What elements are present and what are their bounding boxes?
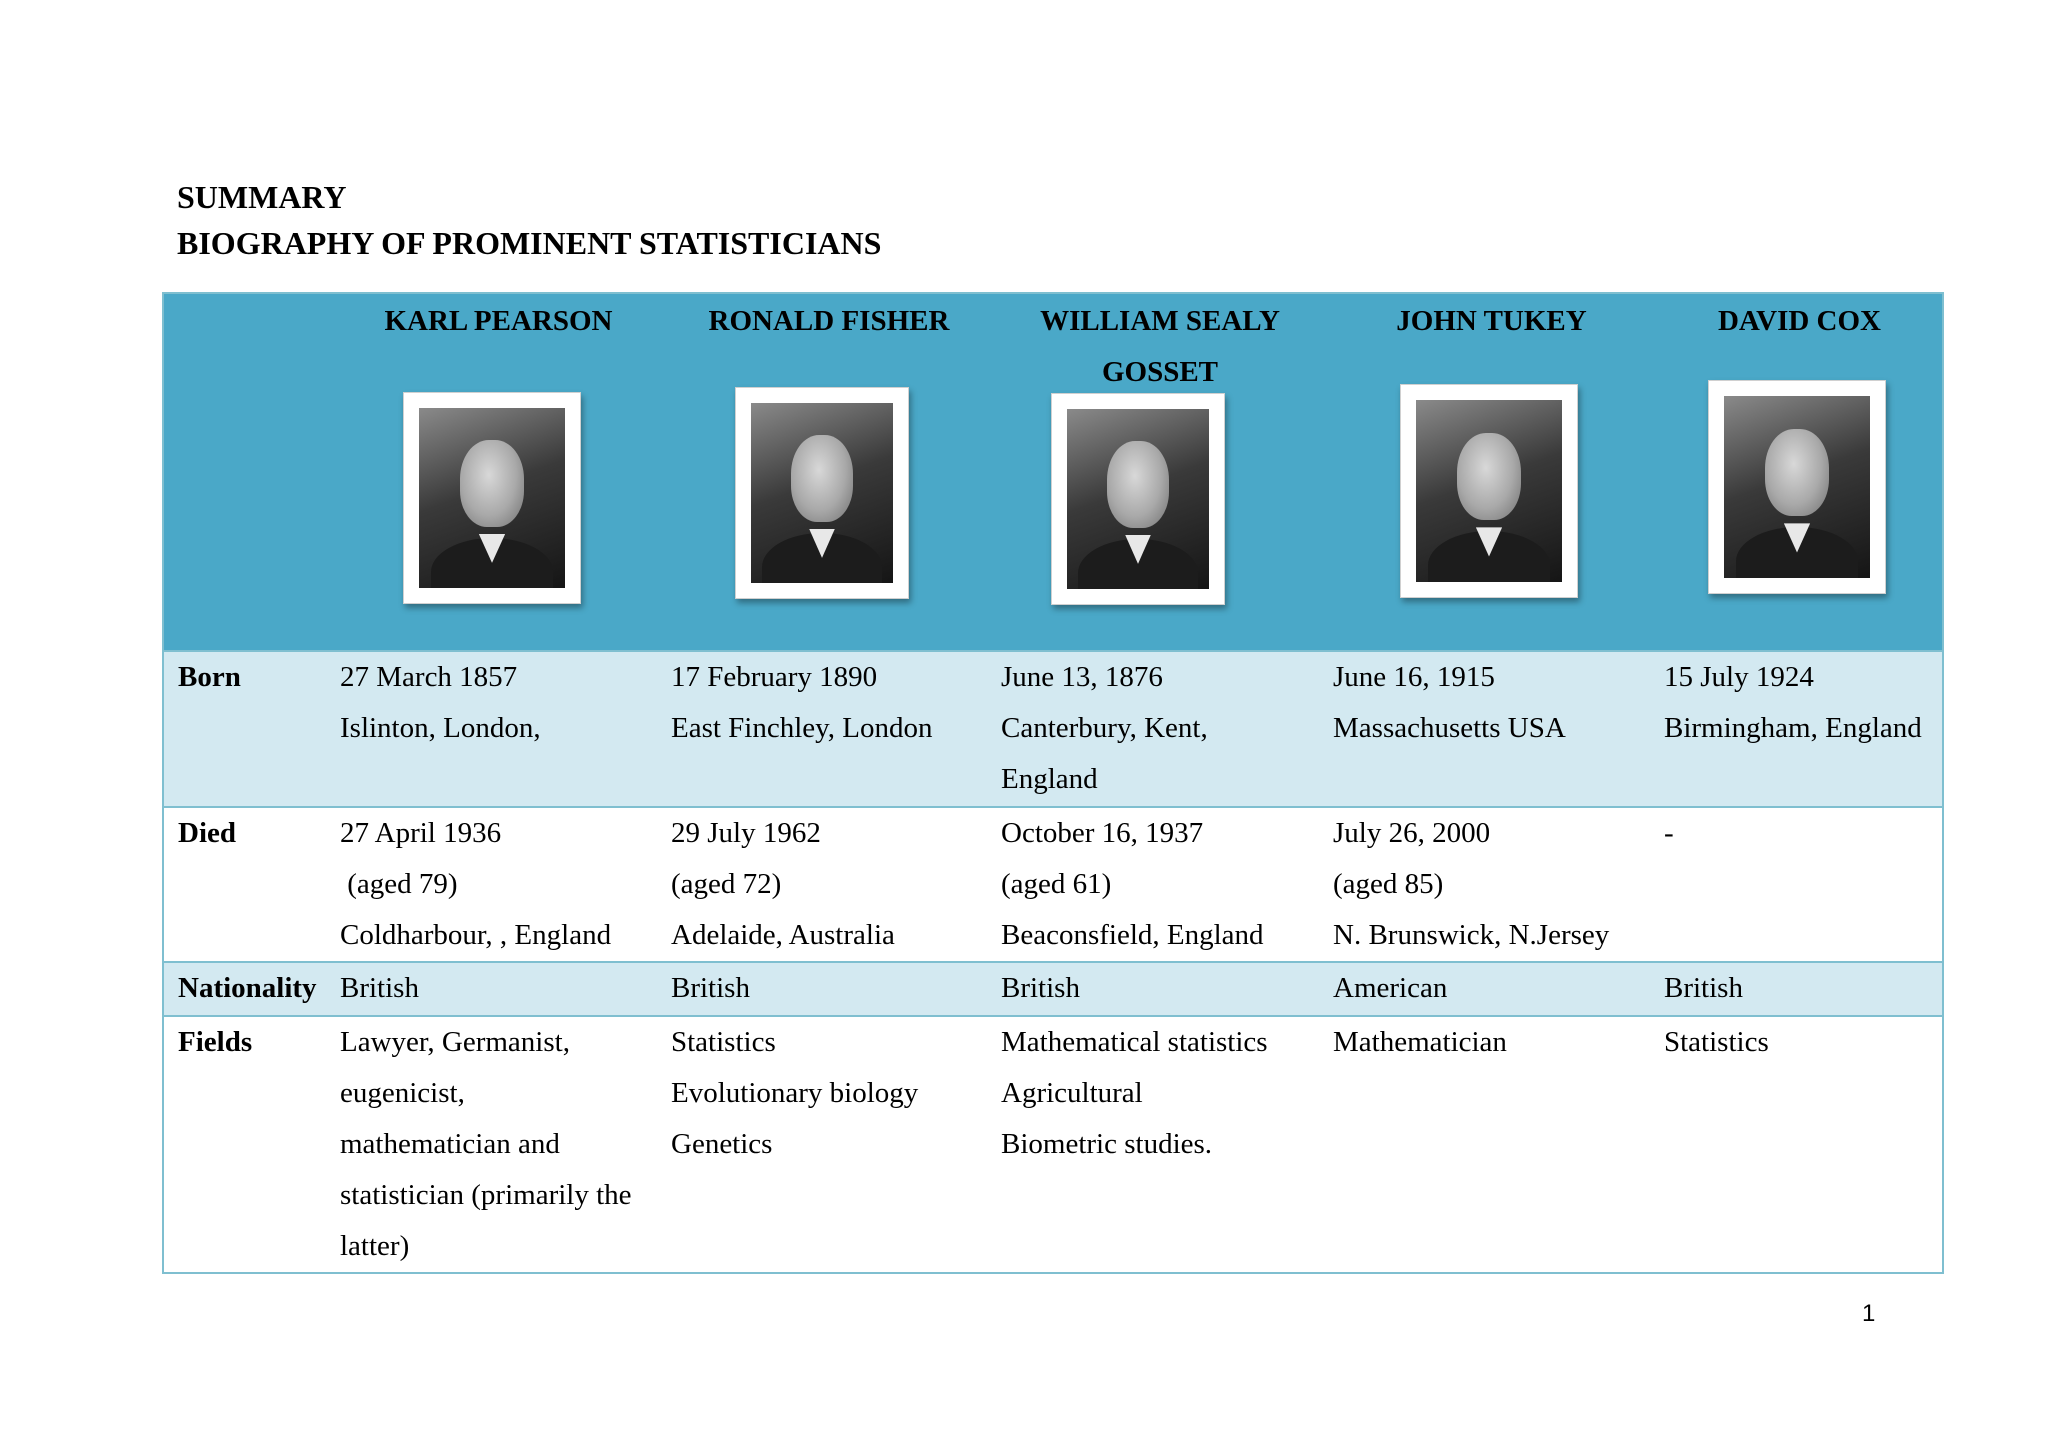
died-place: Beaconsfield, England — [1001, 919, 1264, 951]
portrait-karl-pearson — [403, 392, 581, 604]
fields-karl-pearson — [333, 1016, 664, 1273]
born-place: Birmingham, England — [1664, 712, 1922, 744]
died-date: October 16, 1937 — [1001, 817, 1204, 849]
header-karl-pearson — [333, 293, 664, 651]
header-david-cox — [1657, 293, 1943, 651]
page-number: 1 — [1862, 1300, 1876, 1327]
born-john-tukey — [1326, 651, 1657, 807]
born-date: 27 March 1857 — [340, 661, 518, 693]
born-place: Canterbury, Kent, — [1001, 712, 1208, 744]
born-place: Massachusetts USA — [1333, 712, 1566, 744]
born-david-cox — [1657, 651, 1943, 807]
field-item: eugenicist, — [340, 1077, 465, 1109]
born-place: East Finchley, London — [671, 712, 933, 744]
nationality-value: British — [1664, 972, 1743, 1004]
header-william-sealy-gosset — [994, 293, 1326, 651]
born-place: Islinton, London, — [340, 712, 541, 744]
died-date: 27 April 1936 — [340, 817, 502, 849]
nationality-william-sealy-gosset — [994, 962, 1326, 1016]
died-age: (aged 72) — [671, 868, 782, 900]
row-label-nationality: Nationality — [178, 972, 317, 1004]
row-label-fields: Fields — [178, 1026, 253, 1058]
portrait-ronald-fisher — [735, 387, 909, 599]
header-ronald-fisher — [664, 293, 994, 651]
born-karl-pearson — [333, 651, 664, 807]
name-william-sealy-gosset-line1: WILLIAM SEALY — [1040, 305, 1280, 337]
died-place: N. Brunswick, N.Jersey — [1333, 919, 1610, 951]
field-item: Mathematical statistics — [1001, 1026, 1268, 1058]
nationality-value: British — [1001, 972, 1080, 1004]
portrait-john-tukey — [1400, 384, 1578, 598]
portrait-david-cox — [1708, 380, 1886, 594]
fields-david-cox — [1657, 1016, 1943, 1273]
fields-ronald-fisher — [664, 1016, 994, 1273]
died-age: (aged 61) — [1001, 868, 1112, 900]
table-row-nationality — [163, 962, 1943, 1016]
row-label-died: Died — [178, 817, 236, 849]
died-date: 29 July 1962 — [671, 817, 821, 849]
died-age: (aged 85) — [1333, 868, 1444, 900]
born-place-continued: England — [1001, 763, 1098, 795]
heading-summary: SUMMARY — [177, 179, 347, 215]
died-place: Adelaide, Australia — [671, 919, 895, 951]
nationality-value: British — [671, 972, 750, 1004]
nationality-ronald-fisher — [664, 962, 994, 1016]
field-item: Genetics — [671, 1128, 773, 1160]
table-header-row — [163, 293, 1943, 651]
died-william-sealy-gosset — [994, 807, 1326, 962]
fields-john-tukey — [1326, 1016, 1657, 1273]
died-date: - — [1664, 817, 1674, 849]
field-item: Biometric studies. — [1001, 1128, 1213, 1160]
name-karl-pearson: KARL PEARSON — [384, 305, 613, 337]
died-john-tukey — [1326, 807, 1657, 962]
document-heading — [177, 174, 881, 266]
born-ronald-fisher — [664, 651, 994, 807]
name-david-cox: DAVID COX — [1717, 305, 1881, 337]
field-item: Lawyer, Germanist, — [340, 1026, 570, 1058]
name-ronald-fisher: RONALD FISHER — [708, 305, 950, 337]
nationality-john-tukey — [1326, 962, 1657, 1016]
nationality-value: British — [340, 972, 419, 1004]
died-ronald-fisher — [664, 807, 994, 962]
header-empty-cell — [163, 293, 333, 651]
field-item: Evolutionary biology — [671, 1077, 919, 1109]
field-item: Mathematician — [1333, 1026, 1507, 1058]
born-date: June 13, 1876 — [1001, 661, 1163, 693]
heading-title: BIOGRAPHY OF PROMINENT STATISTICIANS — [177, 225, 882, 261]
field-item: Statistics — [671, 1026, 776, 1058]
field-item: Statistics — [1664, 1026, 1769, 1058]
field-item: Agricultural — [1001, 1077, 1143, 1109]
name-william-sealy-gosset-line2: GOSSET — [1101, 356, 1219, 388]
table-row-born — [163, 651, 1943, 807]
portrait-william-sealy-gosset — [1051, 393, 1225, 605]
nationality-karl-pearson — [333, 962, 664, 1016]
field-item: statistician (primarily the — [340, 1179, 632, 1211]
born-date: June 16, 1915 — [1333, 661, 1495, 693]
died-date: July 26, 2000 — [1333, 817, 1491, 849]
name-john-tukey: JOHN TUKEY — [1396, 305, 1587, 337]
field-item: latter) — [340, 1230, 410, 1262]
fields-william-sealy-gosset — [994, 1016, 1326, 1273]
field-item: mathematician and — [340, 1128, 560, 1160]
born-date: 17 February 1890 — [671, 661, 878, 693]
died-place: Coldharbour, , England — [340, 919, 612, 951]
died-david-cox — [1657, 807, 1943, 962]
died-age: (aged 79) — [340, 868, 458, 900]
nationality-value: American — [1333, 972, 1448, 1004]
born-william-sealy-gosset — [994, 651, 1326, 807]
born-date: 15 July 1924 — [1664, 661, 1814, 693]
table-row-fields — [163, 1016, 1943, 1273]
table-row-died — [163, 807, 1943, 962]
row-label-born: Born — [178, 661, 241, 693]
header-john-tukey — [1326, 293, 1657, 651]
nationality-david-cox — [1657, 962, 1943, 1016]
died-karl-pearson — [333, 807, 664, 962]
biography-table — [162, 292, 1944, 1274]
